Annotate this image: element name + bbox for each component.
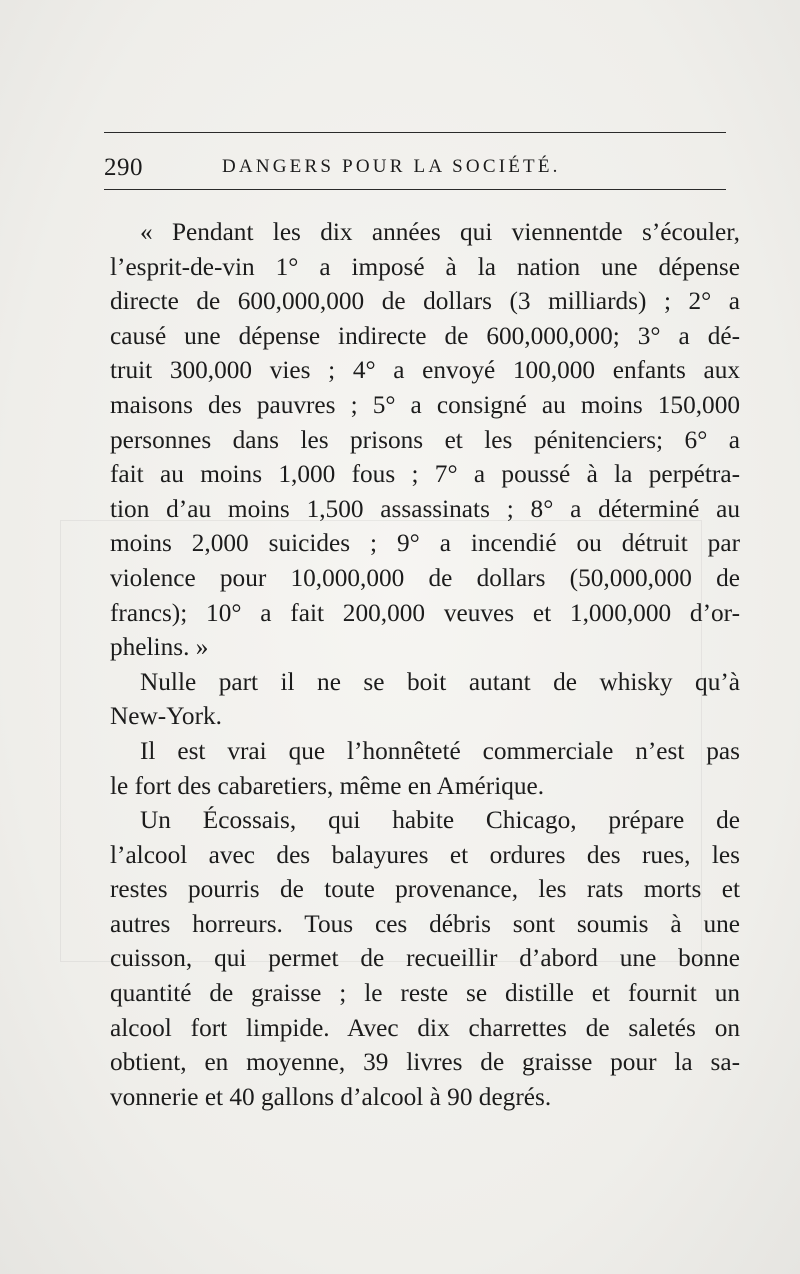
text-line: New-York. bbox=[110, 702, 222, 731]
text-line: truit 300,000 vies ; 4° a envoyé 100,000 enfants aux bbox=[110, 356, 740, 385]
text-line: causé une dépense indirecte de 600,000,000; 3° a dé- bbox=[110, 321, 740, 350]
header-rule-bottom bbox=[104, 189, 726, 190]
text-line: violence pour 10,000,000 de dollars (50,000,000 de bbox=[110, 563, 740, 592]
text-line: personnes dans les prisons et les pénitenciers; 6° a bbox=[110, 425, 740, 454]
text-line: le fort des cabaretiers, même en Amérique. bbox=[110, 771, 545, 800]
text-line: directe de 600,000,000 de dollars (3 milliards) ; 2° a bbox=[110, 287, 740, 316]
text-line: « Pendant les dix années qui viennentde s’écouler, bbox=[140, 218, 740, 246]
text-line: Un Écossais, qui habite Chicago, prépare de bbox=[140, 806, 740, 835]
text-line: l’esprit-de-vin 1° a imposé à la nation une dépense bbox=[110, 252, 740, 281]
text-line: quantité de graisse ; le reste se distille et fournit un bbox=[110, 979, 740, 1008]
page-header bbox=[104, 150, 726, 186]
page-number: 290 bbox=[104, 154, 143, 181]
text-line: autres horreurs. Tous ces débris sont soumis à une bbox=[110, 909, 740, 938]
text-line: phelins. » bbox=[110, 633, 209, 662]
text-line: cuisson, qui permet de recueillir d’abord une bonne bbox=[110, 944, 740, 973]
text-line: restes pourris de toute provenance, les rats morts et bbox=[110, 875, 740, 904]
running-title: DANGERS POUR LA SOCIÉTÉ. bbox=[222, 156, 561, 177]
text-line: Nulle part il ne se boit autant de whisky qu’à bbox=[140, 667, 740, 696]
text-line: tion d’au moins 1,500 assassinats ; 8° a déterminé au bbox=[110, 494, 740, 523]
text-line: maisons des pauvres ; 5° a consigné au moins 150,000 bbox=[110, 390, 740, 419]
text-line: fait au moins 1,000 fous ; 7° a poussé à la perpétra- bbox=[110, 460, 740, 489]
text-line: francs); 10° a fait 200,000 veuves et 1,000,000 d’or- bbox=[110, 598, 740, 627]
text-line: obtient, en moyenne, 39 livres de graisse pour la sa- bbox=[110, 1048, 740, 1077]
text-line: vonnerie et 40 gallons d’alcool à 90 degrés. bbox=[110, 1082, 552, 1111]
text-line: Il est vrai que l’honnêteté commerciale n’est pas bbox=[140, 736, 740, 765]
text-line: alcool fort limpide. Avec dix charrettes de saletés on bbox=[110, 1013, 740, 1042]
body-text bbox=[110, 215, 740, 1114]
header-rule-top bbox=[104, 132, 726, 133]
text-line: moins 2,000 suicides ; 9° a incendié ou détruit par bbox=[110, 529, 740, 558]
text-line: l’alcool avec des balayures et ordures des rues, les bbox=[110, 840, 740, 869]
